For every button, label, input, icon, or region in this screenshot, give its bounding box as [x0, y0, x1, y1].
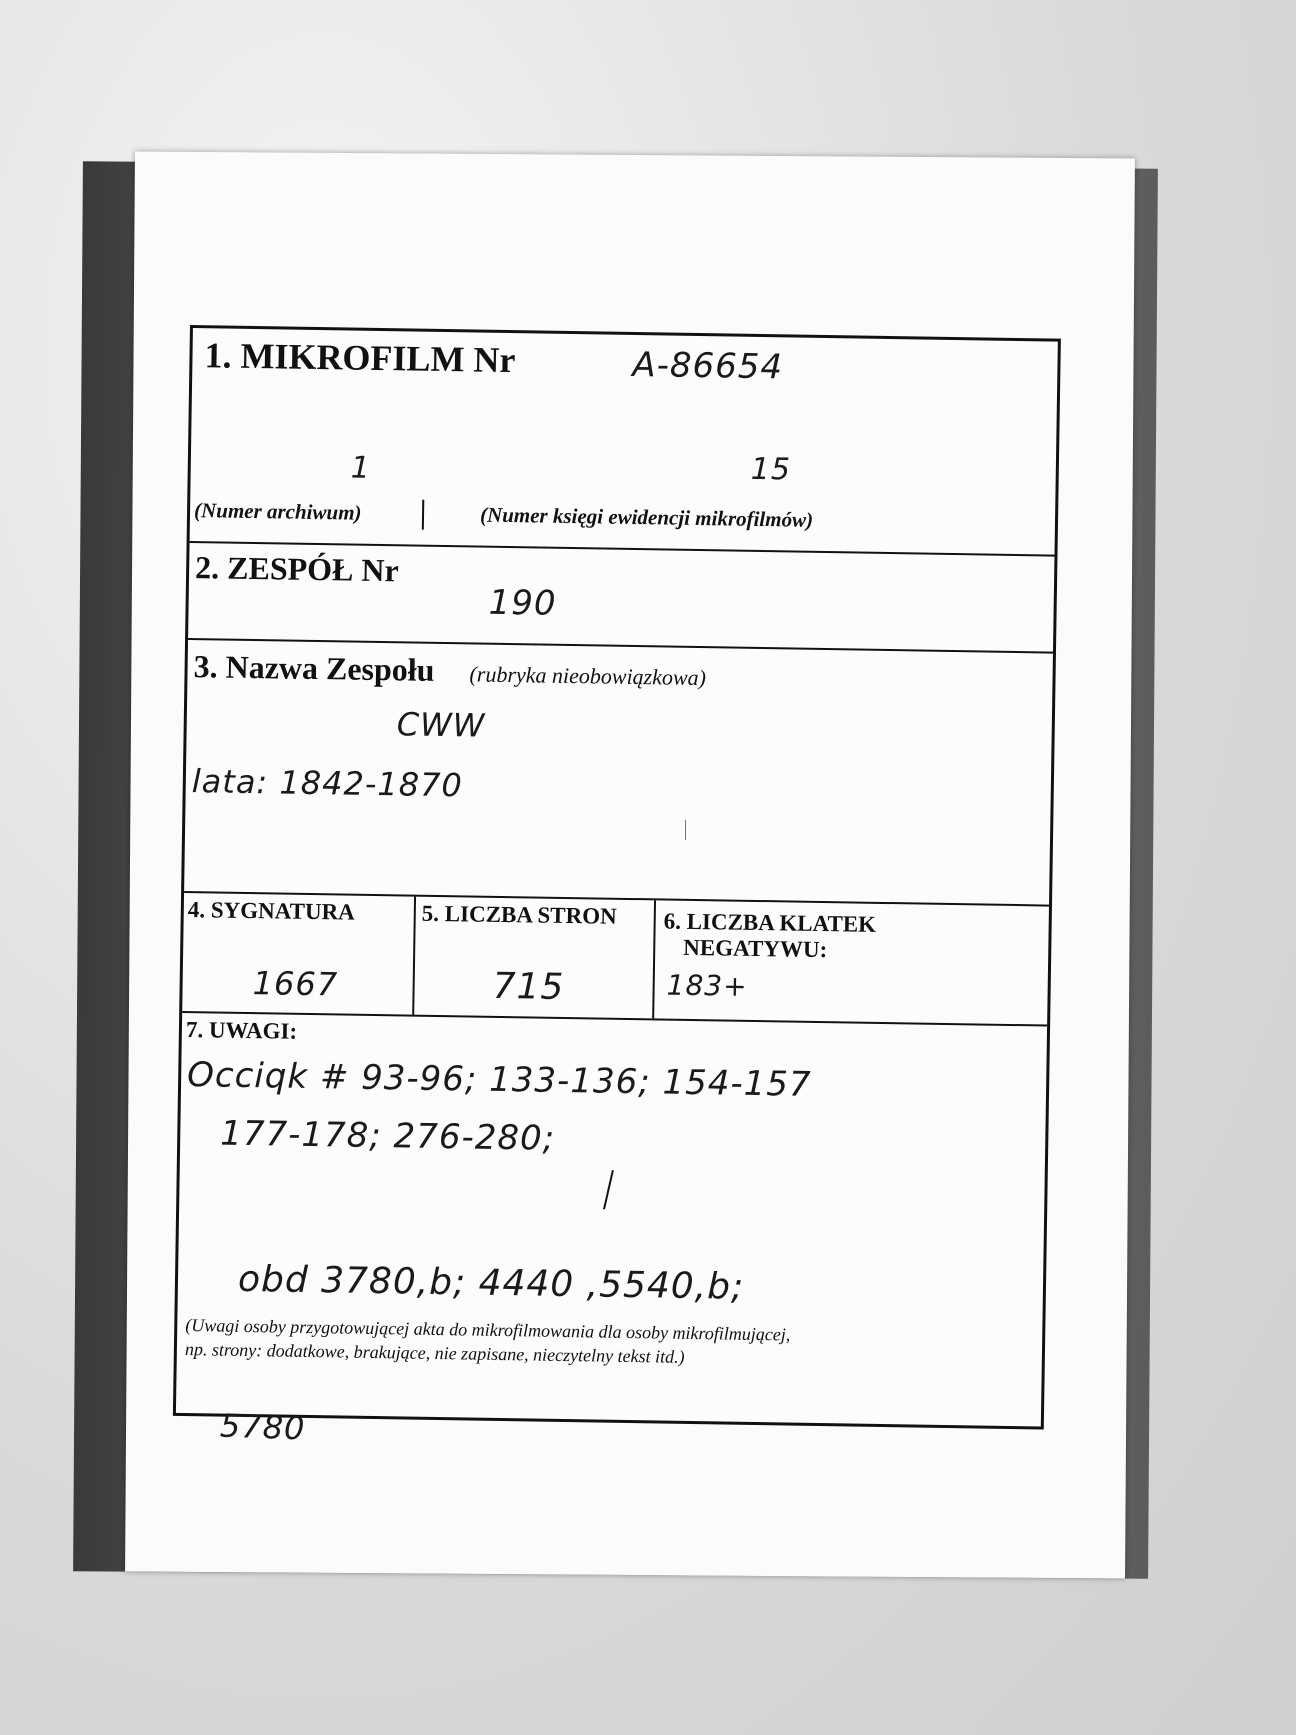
archive-number-label: (Numer archiwum): [193, 498, 362, 525]
fonds-number-label: 2. ZESPÓŁ Nr: [194, 549, 400, 589]
register-number-value: 15: [750, 451, 792, 488]
remarks-line-1: Occiqk # 93-96; 133-136; 154-157: [186, 1055, 812, 1105]
microfilm-number-value: A-86654: [632, 344, 784, 388]
scan-mark: [685, 820, 686, 840]
fonds-name-optional-note: (rubryka nieobowiązkowa): [469, 661, 707, 691]
fonds-years-value: lata: 1842-1870: [191, 762, 464, 805]
bottom-handwritten-note: 5780: [219, 1406, 307, 1448]
register-number-label: (Numer księgi ewidencji mikrofilmów): [479, 502, 814, 532]
fonds-name-value: CWW: [396, 705, 486, 745]
remarks-section: [176, 1013, 1047, 1427]
counts-section: [182, 893, 1049, 1027]
frames-count-value: 183+: [666, 968, 748, 1003]
fonds-number-section: [188, 543, 1054, 654]
archive-number-value: 1: [350, 450, 372, 486]
remarks-line-2: 177-178; 276-280;: [219, 1113, 556, 1159]
fonds-name-section: [184, 640, 1053, 907]
remarks-instruction-line-2: np. strony: dodatkowe, brakujące, nie zapisane, nieczytelny tekst itd.): [184, 1339, 685, 1367]
handwritten-mark: [603, 1170, 614, 1209]
signature-value: 1667: [252, 964, 339, 1004]
field-divider: [422, 500, 424, 530]
frames-count-label: 6. LICZBA KLATEK: [663, 908, 877, 937]
microfilm-number-section: [190, 328, 1058, 557]
microfilm-form: [173, 325, 1061, 1430]
microfilm-number-label: 1. MIKROFILM Nr: [204, 335, 516, 381]
frames-count-label-line2: NEGATYWU:: [683, 934, 828, 963]
remarks-instruction-line-1: (Uwagi osoby przygotowującej akta do mikrofilmowania dla osoby mikrofilmującej,: [185, 1315, 791, 1345]
remarks-label: 7. UWAGI:: [185, 1017, 298, 1044]
column-divider: [652, 900, 656, 1018]
signature-label: 4. SYGNATURA: [187, 897, 355, 925]
column-divider: [412, 897, 416, 1015]
pages-count-value: 715: [492, 965, 565, 1008]
fonds-number-value: 190: [488, 582, 557, 624]
fonds-name-label: 3. Nazwa Zespołu: [193, 648, 435, 688]
remarks-line-3: obd 3780,b; 4440 ,5540,b;: [237, 1258, 745, 1308]
pages-count-label: 5. LICZBA STRON: [421, 900, 617, 929]
